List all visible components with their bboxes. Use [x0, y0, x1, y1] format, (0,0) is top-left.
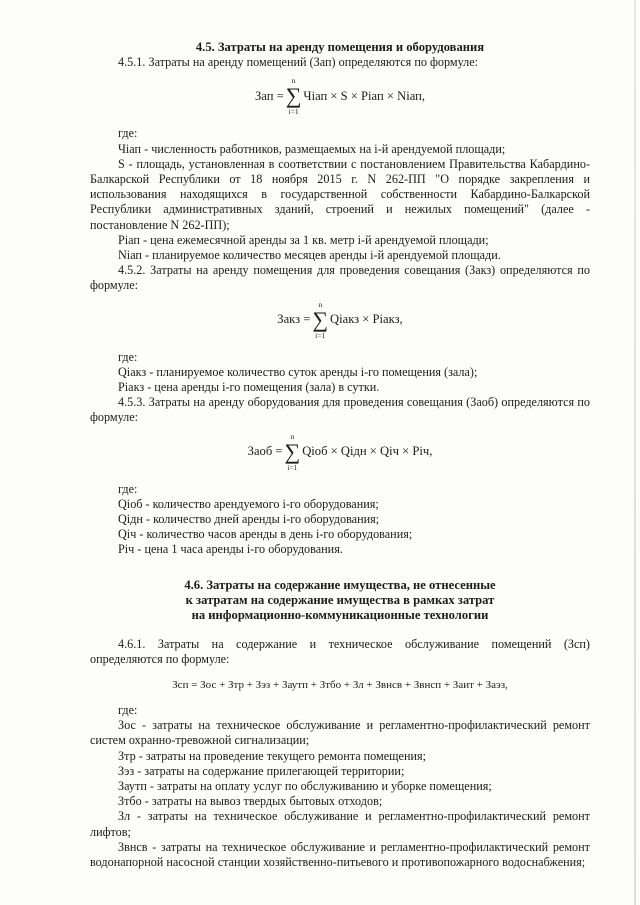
formula-2-right: Qiакз × Рiакз, — [330, 312, 403, 327]
definition: Qiч - количество часов аренды в день i-го оборудования; — [118, 527, 413, 542]
scan-edge — [634, 0, 636, 905]
formula-3-right: Qiоб × Qiдн × Qiч × Рiч, — [302, 444, 433, 459]
definition: Зл - затраты на техническое обслуживание и регламентно-профилактический ремонт лифтов; — [90, 809, 590, 839]
paragraph-4-5-1: 4.5.1. Затраты на аренду помещений (Зап) определяются по формуле: — [118, 55, 479, 70]
formula-3-left: Заоб = — [247, 444, 283, 459]
document-page — [90, 40, 590, 870]
formula-1-right: Чiап × S × Рiап × Niап, — [303, 88, 426, 103]
paragraph-4-5-2: 4.5.2. Затраты на аренду помещения для проведения совещания (Закз) определяются по формуле: — [90, 263, 590, 293]
sum-symbol: n ∑ i=1 — [285, 76, 302, 117]
definition: Qiдн - количество дней аренды i-го оборудования; — [118, 512, 380, 527]
formula-1 — [90, 76, 590, 116]
where-label: где: — [118, 126, 138, 141]
sum-lower-limit: i=1 — [315, 330, 326, 340]
paragraph-4-6-1: 4.6.1. Затраты на содержание и техническое обслуживание помещений (Зсп) определяются по формуле: — [90, 637, 590, 667]
where-label: где: — [118, 349, 138, 364]
formula-3 — [90, 432, 590, 472]
definition: Звнсв - затраты на техническое обслуживание и регламентно-профилактический ремонт водонапорной насосной станции хозяйственно-питьевого и противопожарного водоснабжения; — [90, 839, 590, 869]
where-label: где: — [118, 481, 138, 496]
sum-symbol: n ∑ i=1 — [312, 299, 329, 340]
sum-upper-limit: n — [318, 299, 323, 309]
definition: Чiап - численность работников, размещаемых на i-й арендуемой площади; — [118, 141, 506, 156]
formula-2-left: Закз = — [277, 312, 311, 327]
section-4-5-title: 4.5. Затраты на аренду помещения и оборудования — [195, 40, 485, 54]
definition: Рiакз - цена аренды i-го помещения (зала) в сутки. — [118, 380, 380, 395]
paragraph-4-5-3: 4.5.3. Затраты на аренду оборудования для проведения совещания (Заоб) определяются по формуле: — [90, 395, 590, 425]
definition: Niап - планируемое количество месяцев аренды i-й арендуемой площади. — [118, 248, 501, 263]
definition: Зос - затраты на техническое обслуживание и регламентно-профилактический ремонт систем охранно-тревожной сигнализации; — [90, 718, 590, 748]
sum-upper-limit: n — [291, 76, 296, 86]
sum-lower-limit: i=1 — [288, 107, 299, 117]
formula-2 — [90, 300, 590, 340]
sum-upper-limit: n — [290, 431, 295, 441]
formula-1-left: Зап = — [254, 88, 284, 103]
definition: Заутп - затраты на оплату услуг по обслуживанию и уборке помещения; — [118, 778, 492, 793]
definition: Зэз - затраты на содержание прилегающей территории; — [118, 763, 405, 778]
section-4-6-title-line3: на информационно-коммуникационные технологии — [191, 608, 489, 623]
section-4-6-title-line1: 4.6. Затраты на содержание имущества, не отнесенные — [184, 577, 496, 592]
definition: Qiакз - планируемое количество суток аренды i-го помещения (зала); — [118, 364, 478, 379]
formula-4: Зсп = Зос + Зтр + Зэз + Заутп + Зтбо + Зл + Звнсв + Звнсп + Заит + Заэз, — [172, 678, 508, 691]
definition: Qiоб - количество арендуемого i-го оборудования; — [118, 496, 379, 511]
sum-symbol: n ∑ i=1 — [284, 431, 301, 472]
where-label: где: — [118, 702, 138, 717]
sum-lower-limit: i=1 — [287, 462, 298, 472]
definition: Зтбо - затраты на вывоз твердых бытовых отходов; — [118, 794, 383, 809]
definition: Зтр - затраты на проведение текущего ремонта помещения; — [118, 748, 426, 763]
definition: S - площадь, установленная в соответствии с постановлением Правительства Кабардино-Балкарской Республики от 18 ноября 2015 г. N 262-ПП "О порядке закрепления и использования находящихся в государственной собственности Кабардино-Балкарской Республики административных зданий, строений и нежилых помещений" (далее - постановление N 262-ПП); — [90, 156, 590, 232]
definition: Рiап - цена ежемесячной аренды за 1 кв. метр i-й арендуемой площади; — [118, 232, 489, 247]
definition: Рiч - цена 1 часа аренды i-го оборудования. — [118, 542, 343, 557]
section-4-6-title-line2: к затратам на содержание имущества в рамках затрат — [185, 592, 495, 607]
